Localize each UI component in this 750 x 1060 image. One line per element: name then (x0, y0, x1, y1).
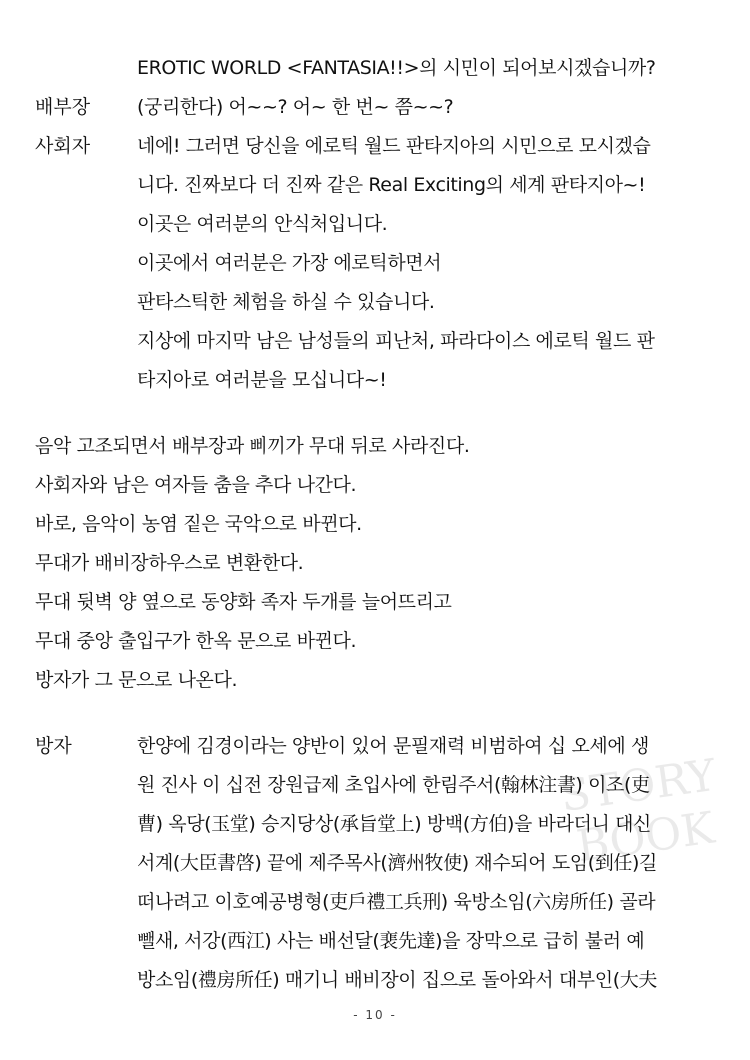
dialogue-line: 이곳은 여러분의 안식처입니다. (137, 213, 388, 235)
speaker-host: 사회자 (35, 135, 91, 157)
dialogue-line: 판타스틱한 체험을 하실 수 있습니다. (137, 291, 435, 313)
watermark-line: STORY (557, 749, 720, 823)
dialogue-line: 한양에 김경이라는 양반이 있어 문필재력 비범하여 십 오세에 생 (137, 735, 649, 757)
dialogue-line: 서계(大臣書啓) 끝에 제주목사(濟州牧使) 재수되어 도임(到任)길 (137, 852, 657, 874)
stage-direction: 바로, 음악이 농염 짙은 국악으로 바뀐다. (35, 513, 362, 535)
stage-direction: 방자가 그 문으로 나온다. (35, 669, 238, 691)
stage-direction: 음악 고조되면서 배부장과 삐끼가 무대 뒤로 사라진다. (35, 435, 470, 457)
watermark-logo (550, 749, 739, 921)
intro-line: EROTIC WORLD <FANTASIA!!>의 시민이 되어보시겠습니까? (137, 57, 656, 79)
watermark-line: BOOK (573, 802, 718, 873)
stage-direction: 사회자와 남은 여자들 춤을 추다 나간다. (35, 474, 357, 496)
dialogue-line: 떠나려고 이호예공병형(吏戶禮工兵刑) 육방소임(六房所任) 골라 (137, 891, 656, 913)
dialogue-line: 지상에 마지막 남은 남성들의 피난처, 파라다이스 에로틱 월드 판 (137, 330, 655, 352)
speaker-bangja: 방자 (35, 735, 72, 757)
dialogue-line: (궁리한다) 어~~? 어~ 한 번~ 쯤~~? (137, 96, 454, 118)
stage-direction: 무대가 배비장하우스로 변환한다. (35, 552, 304, 574)
dialogue-line: 방소임(禮房所任) 매기니 배비장이 집으로 돌아와서 대부인(大夫 (137, 969, 657, 991)
dialogue-line: 타지아로 여러분을 모십니다~! (137, 369, 387, 391)
stage-direction: 무대 중앙 출입구가 한옥 문으로 바뀐다. (35, 630, 357, 652)
dialogue-line: 뺄새, 서강(西江) 사는 배선달(裵先達)을 장막으로 급히 불러 예 (137, 930, 645, 952)
speaker-bae-bujang: 배부장 (35, 96, 91, 118)
stage-direction: 무대 뒷벽 양 옆으로 동양화 족자 두개를 늘어뜨리고 (35, 591, 452, 613)
dialogue-line: 네에! 그러면 당신을 에로틱 월드 판타지아의 시민으로 모시겠습 (137, 135, 651, 157)
dialogue-line: 니다. 진짜보다 더 진짜 같은 Real Exciting의 세계 판타지아~! (137, 174, 646, 196)
dialogue-line: 曹) 옥당(玉堂) 승지당상(承旨堂上) 방백(方伯)을 바라더니 대신 (137, 813, 651, 835)
dialogue-line: 이곳에서 여러분은 가장 에로틱하면서 (137, 252, 442, 274)
page-number: - 10 - (353, 1008, 397, 1022)
dialogue-line: 원 진사 이 십전 장원급제 초입사에 한림주서(翰林注書) 이조(吏 (137, 774, 650, 796)
